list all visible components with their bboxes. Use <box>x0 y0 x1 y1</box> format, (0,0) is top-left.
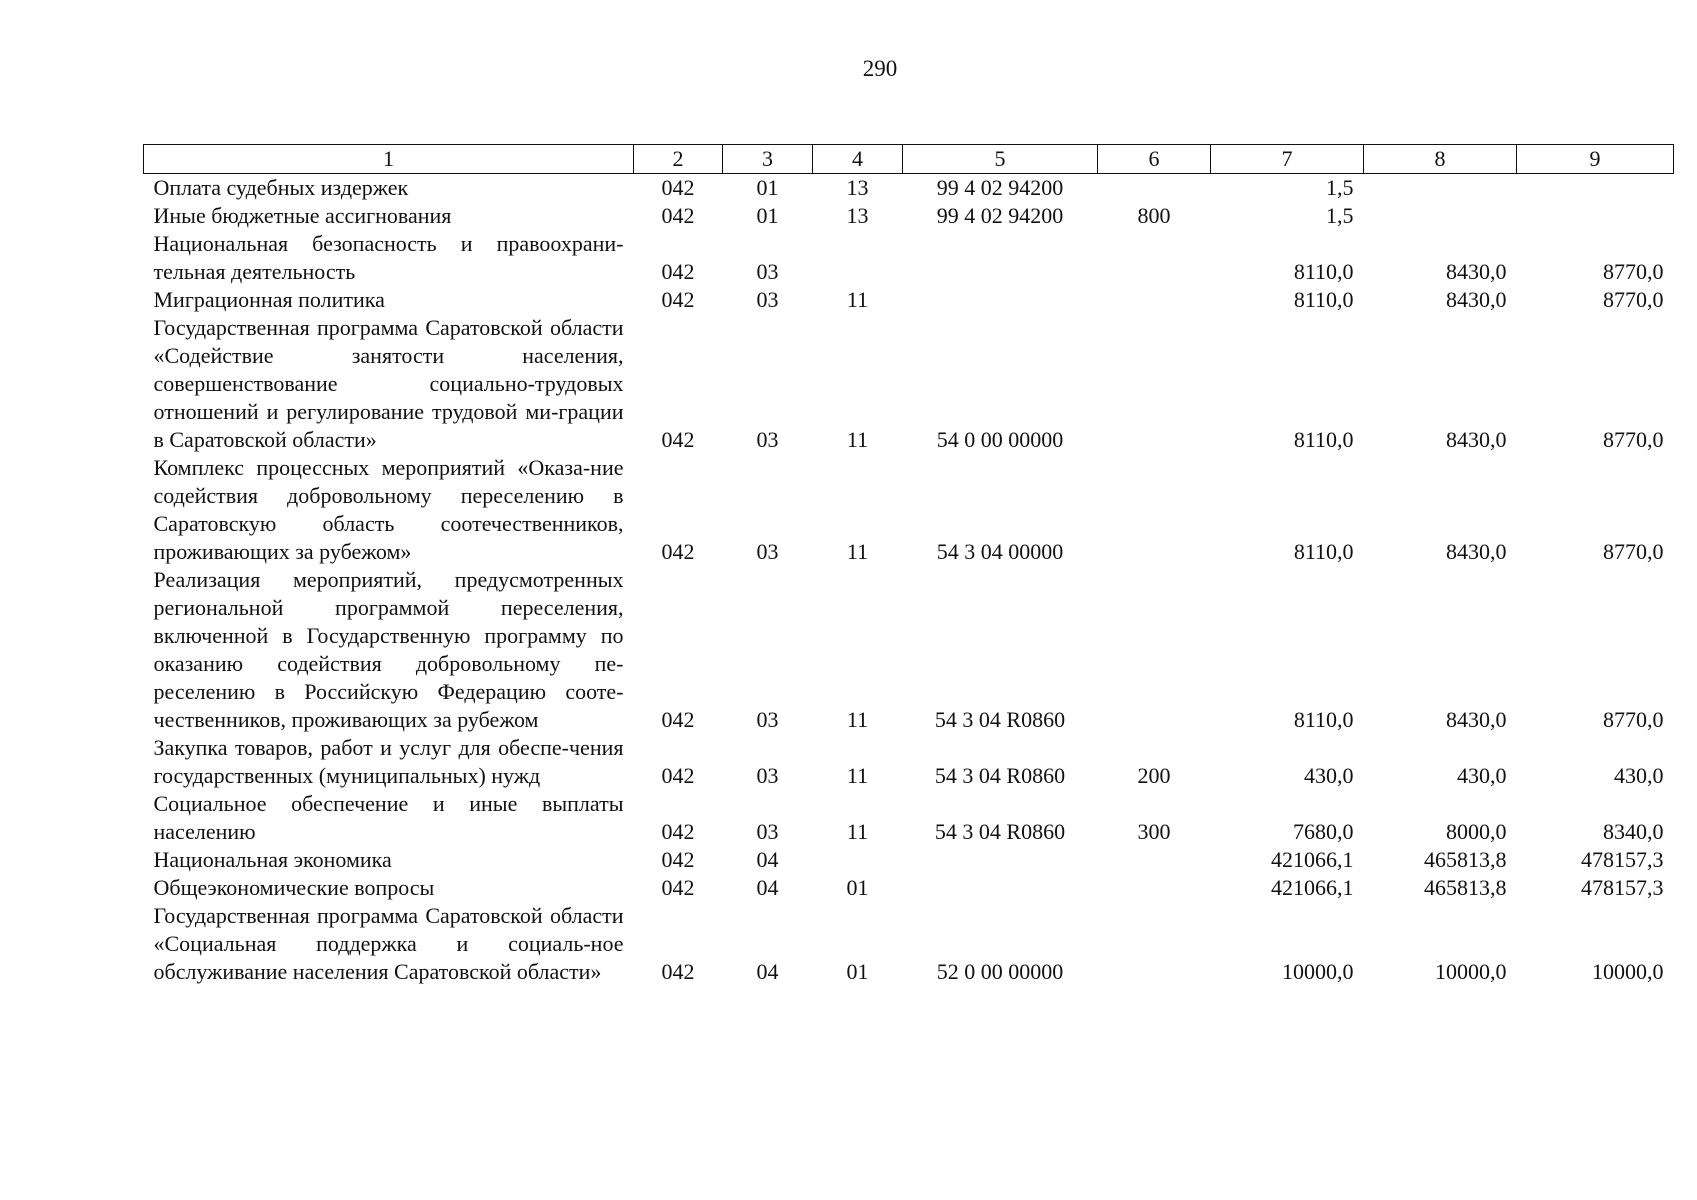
table-row <box>144 566 1674 734</box>
column-header: 9 <box>1517 145 1674 174</box>
item-name-cell: Национальная экономика <box>153 847 392 872</box>
amount-col8-cell: 430,0 <box>1457 763 1507 788</box>
column-header: 2 <box>634 145 723 174</box>
item-name-cell: Оплата судебных издержек <box>153 175 409 200</box>
admin-code-cell: 042 <box>661 763 695 788</box>
section-cell: 03 <box>756 287 779 312</box>
target-article-cell <box>903 286 1098 314</box>
target-article-cell: 54 3 04 00000 <box>936 539 1064 564</box>
expense-type-cell <box>1098 314 1211 454</box>
amount-col9-cell: 478157,3 <box>1581 847 1664 872</box>
amount-col7-cell: 8110,0 <box>1293 259 1354 284</box>
amount-col9-cell: 8770,0 <box>1603 707 1664 732</box>
admin-code-cell: 042 <box>661 847 695 872</box>
amount-col8-cell: 465813,8 <box>1424 875 1507 900</box>
amount-col8-cell: 8430,0 <box>1446 287 1507 312</box>
subsection-cell: 01 <box>846 875 869 900</box>
subsection-cell <box>813 230 903 286</box>
expense-type-cell <box>1098 230 1211 286</box>
admin-code-cell: 042 <box>661 959 695 984</box>
expense-type-cell <box>1098 566 1211 734</box>
section-cell: 04 <box>756 959 779 984</box>
amount-col7-cell: 1,5 <box>1326 203 1354 228</box>
subsection-cell: 13 <box>846 203 869 228</box>
target-article-cell: 99 4 02 94200 <box>936 175 1064 200</box>
table-row <box>144 790 1674 846</box>
target-article-cell <box>903 846 1098 874</box>
table-row <box>144 230 1674 286</box>
section-cell: 01 <box>756 203 779 228</box>
column-header: 1 <box>144 145 634 174</box>
table-row <box>144 314 1674 454</box>
item-name-cell: Миграционная политика <box>153 287 385 312</box>
amount-col8-cell: 8430,0 <box>1446 427 1507 452</box>
amount-col8-cell <box>1364 202 1517 230</box>
amount-col8-cell: 8430,0 <box>1446 259 1507 284</box>
amount-col9-cell: 8770,0 <box>1603 427 1664 452</box>
target-article-cell: 99 4 02 94200 <box>936 203 1064 228</box>
admin-code-cell: 042 <box>661 287 695 312</box>
table-row <box>144 174 1674 203</box>
column-header: 4 <box>813 145 903 174</box>
amount-col7-cell: 421066,1 <box>1271 875 1354 900</box>
amount-col7-cell: 7680,0 <box>1293 819 1354 844</box>
subsection-cell: 13 <box>846 175 869 200</box>
expense-type-cell: 200 <box>1137 763 1171 788</box>
table-row <box>144 286 1674 314</box>
amount-col8-cell: 465813,8 <box>1424 847 1507 872</box>
table-row <box>144 846 1674 874</box>
target-article-cell <box>903 874 1098 902</box>
column-header: 7 <box>1211 145 1364 174</box>
amount-col9-cell <box>1517 174 1674 203</box>
amount-col7-cell: 8110,0 <box>1293 287 1354 312</box>
section-cell: 03 <box>756 539 779 564</box>
amount-col7-cell: 430,0 <box>1304 763 1354 788</box>
subsection-cell: 11 <box>846 539 869 564</box>
amount-col7-cell: 8110,0 <box>1293 427 1354 452</box>
admin-code-cell: 042 <box>661 259 695 284</box>
item-name-cell: Закупка товаров, работ и услуг для обеспе-чения государственных (муниципальных) нужд <box>153 735 624 788</box>
target-article-cell: 54 3 04 R0860 <box>934 707 1066 732</box>
amount-col9-cell: 8340,0 <box>1603 819 1664 844</box>
column-header: 3 <box>723 145 813 174</box>
expense-type-cell <box>1098 874 1211 902</box>
table-row <box>144 202 1674 230</box>
budget-table <box>143 144 1674 986</box>
admin-code-cell: 042 <box>661 539 695 564</box>
subsection-cell <box>813 846 903 874</box>
amount-col8-cell <box>1364 174 1517 203</box>
admin-code-cell: 042 <box>661 707 695 732</box>
amount-col9-cell: 430,0 <box>1614 763 1664 788</box>
section-cell: 03 <box>756 707 779 732</box>
item-name-cell: Государственная программа Саратовской области «Социальная поддержка и социаль-ное обслуживание населения Саратовской области» <box>153 903 624 984</box>
amount-col7-cell: 1,5 <box>1326 175 1354 200</box>
amount-col7-cell: 8110,0 <box>1293 707 1354 732</box>
item-name-cell: Иные бюджетные ассигнования <box>153 203 452 228</box>
amount-col9-cell: 8770,0 <box>1603 259 1664 284</box>
amount-col8-cell: 10000,0 <box>1435 959 1507 984</box>
item-name-cell: Общеэкономические вопросы <box>153 875 435 900</box>
section-cell: 04 <box>756 875 779 900</box>
section-cell: 03 <box>756 259 779 284</box>
amount-col9-cell: 478157,3 <box>1581 875 1664 900</box>
table-row <box>144 734 1674 790</box>
target-article-cell: 54 3 04 R0860 <box>934 819 1066 844</box>
column-header: 8 <box>1364 145 1517 174</box>
section-cell: 03 <box>756 819 779 844</box>
admin-code-cell: 042 <box>661 427 695 452</box>
item-name-cell: Реализация мероприятий, предусмотренных региональной программой переселения, включенной в Государственную программу по оказанию содействия добровольному пе-реселению в Российскую Федерацию сооте-чественников, проживающих за рубежом <box>153 567 624 732</box>
section-cell: 04 <box>756 847 779 872</box>
table-row <box>144 902 1674 986</box>
amount-col8-cell: 8430,0 <box>1446 707 1507 732</box>
target-article-cell <box>903 230 1098 286</box>
expense-type-cell <box>1098 174 1211 203</box>
subsection-cell: 11 <box>846 427 869 452</box>
expense-type-cell: 300 <box>1137 819 1171 844</box>
table-row <box>144 454 1674 566</box>
item-name-cell: Национальная безопасность и правоохрани-тельная деятельность <box>153 231 624 284</box>
column-header: 5 <box>903 145 1098 174</box>
subsection-cell: 11 <box>846 819 869 844</box>
amount-col9-cell: 8770,0 <box>1603 287 1664 312</box>
target-article-cell: 52 0 00 00000 <box>936 959 1064 984</box>
expense-type-cell <box>1098 286 1211 314</box>
amount-col8-cell: 8430,0 <box>1446 539 1507 564</box>
amount-col9-cell: 8770,0 <box>1603 539 1664 564</box>
amount-col7-cell: 8110,0 <box>1293 539 1354 564</box>
subsection-cell: 11 <box>846 707 869 732</box>
admin-code-cell: 042 <box>661 175 695 200</box>
expense-type-cell <box>1098 846 1211 874</box>
amount-col9-cell: 10000,0 <box>1592 959 1664 984</box>
page-number: 290 <box>862 56 898 81</box>
expense-type-cell <box>1098 902 1211 986</box>
item-name-cell: Государственная программа Саратовской области «Содействие занятости населения, совершенствование социально-трудовых отношений и регулирование трудовой ми-грации в Саратовской области» <box>153 315 624 452</box>
target-article-cell: 54 0 00 00000 <box>936 427 1064 452</box>
expense-type-cell: 800 <box>1137 203 1171 228</box>
section-cell: 03 <box>756 427 779 452</box>
item-name-cell: Социальное обеспечение и иные выплаты населению <box>153 791 624 844</box>
header-row <box>144 145 1674 174</box>
amount-col7-cell: 421066,1 <box>1271 847 1354 872</box>
table-row <box>144 874 1674 902</box>
subsection-cell: 01 <box>846 959 869 984</box>
item-name-cell: Комплекс процессных мероприятий «Оказа-ние содействия добровольному переселению в Саратовскую область соотечественников, проживающих за рубежом» <box>153 455 624 564</box>
admin-code-cell: 042 <box>661 203 695 228</box>
subsection-cell: 11 <box>846 763 869 788</box>
amount-col7-cell: 10000,0 <box>1282 959 1354 984</box>
section-cell: 01 <box>756 175 779 200</box>
admin-code-cell: 042 <box>661 819 695 844</box>
admin-code-cell: 042 <box>661 875 695 900</box>
amount-col8-cell: 8000,0 <box>1446 819 1507 844</box>
subsection-cell: 11 <box>846 287 869 312</box>
target-article-cell: 54 3 04 R0860 <box>934 763 1066 788</box>
section-cell: 03 <box>756 763 779 788</box>
amount-col9-cell <box>1517 202 1674 230</box>
expense-type-cell <box>1098 454 1211 566</box>
column-header: 6 <box>1098 145 1211 174</box>
